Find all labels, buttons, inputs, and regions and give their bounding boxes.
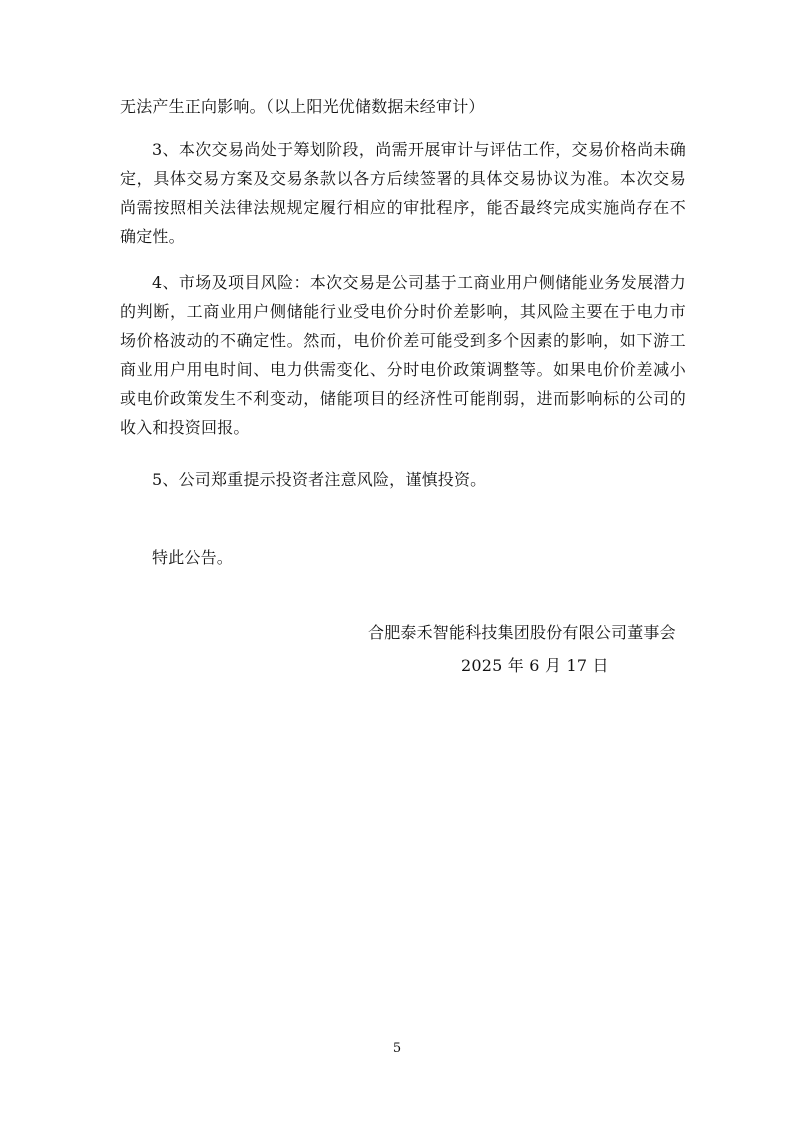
announcement-date: 2025 年 6 月 17 日 <box>461 656 609 675</box>
signatory-company: 合肥泰禾智能科技集团股份有限公司董事会 <box>368 623 676 642</box>
paragraph-item-5: 5、公司郑重提示投资者注意风险，谨慎投资。 <box>152 470 487 489</box>
page-number: 5 <box>392 1041 402 1056</box>
closing-statement: 特此公告。 <box>152 548 234 567</box>
paragraph-item-3: 3、本次交易尚处于筹划阶段，尚需开展审计与评估工作，交易价格尚未确定，具体交易方案及交易条款以各方后续签署的具体交易协议为准。本次交易尚需按照相关法律法规规定履行相应的审批程序，能否最终完成实施尚存在不确定性。 <box>120 140 686 246</box>
paragraph-item-4: 4、市场及项目风险：本次交易是公司基于工商业用户侧储能业务发展潜力的判断，工商业用户侧储能行业受电价分时价差影响，其风险主要在于电力市场价格波动的不确定性。然而，电价价差可能受到多个因素的影响，如下游工商业用户用电时间、电力供需变化、分时电价政策调整等。如果电价价差减小或电价政策发生不利变动，储能项目的经济性可能削弱，进而影响标的公司的收入和投资回报。 <box>120 273 686 437</box>
paragraph-continuation: 无法产生正向影响。（以上阳光优储数据未经审计） <box>120 97 485 116</box>
